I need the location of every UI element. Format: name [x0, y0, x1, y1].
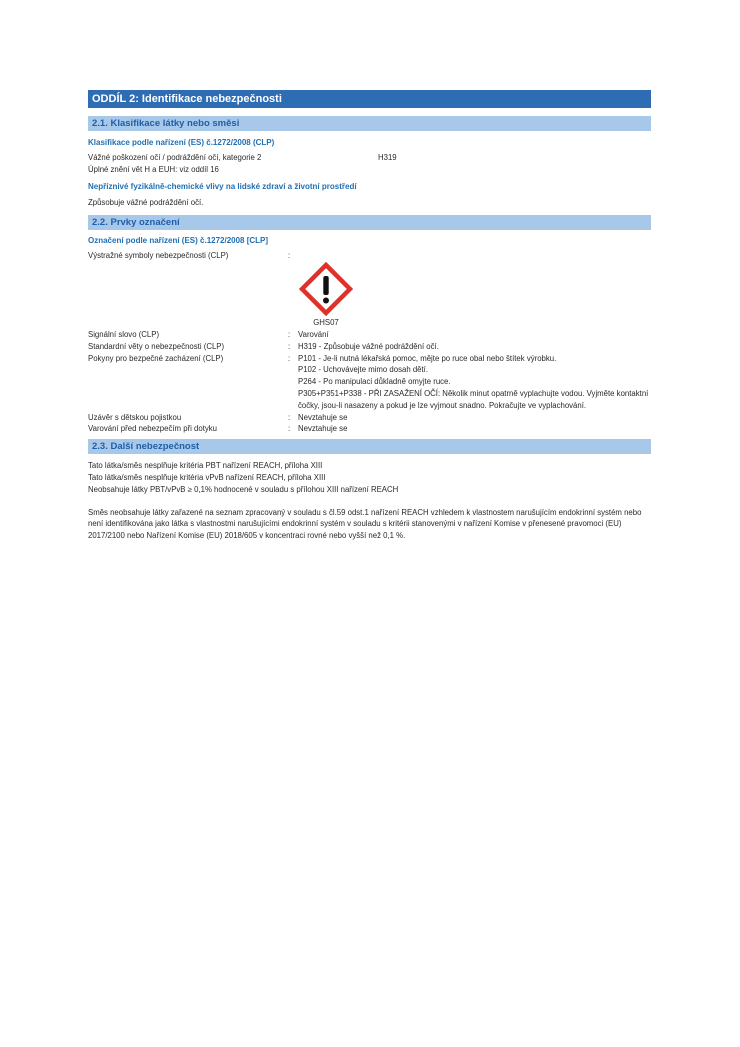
precautionary-statements-label: Pokyny pro bezpečné zacházení (CLP) [88, 353, 224, 363]
precaution-item: P101 - Je-li nutná lékařská pomoc, mějte po ruce obal nebo štítek výrobku. [298, 353, 557, 363]
classification-text: Vážné poškození očí / podráždění očí, kategorie 2 [88, 153, 262, 162]
ghs07-exclamation-icon [296, 262, 356, 316]
full-text-note: Úplné znění vět H a EUH: viz oddíl 16 [88, 164, 219, 174]
colon: : [288, 412, 291, 422]
colon: : [288, 353, 291, 363]
classification-code: H319 [378, 153, 397, 162]
pictograms-row [88, 250, 651, 262]
child-resistant-row [88, 412, 651, 424]
signal-word-row [88, 329, 651, 341]
hazard-statements-row [88, 341, 651, 353]
adverse-effects-title: Nepříznivé fyzikálně-chemické vlivy na lidské zdraví a životní prostředí [88, 181, 357, 191]
pictogram-block [296, 262, 356, 329]
colon: : [288, 341, 291, 351]
adverse-effects-text: Způsobuje vážné podráždění očí. [88, 197, 204, 207]
labelling-subtitle: Označení podle nařízení (ES) č.1272/2008 [CLP] [88, 236, 269, 246]
precaution-item: P305+P351+P338 - PŘI ZASAŽENÍ OČÍ: Několik minut opatrně vyplachujte vodou. Vyjměte kontaktní čočky, jsou-li nasazeny a pokud je lze vyjmout snadno. Pokračujte ve vyplachování. [298, 388, 649, 410]
section-header: ODDÍL 2: Identifikace nebezpečnosti [88, 90, 651, 108]
sds-section-2 [88, 90, 651, 542]
subsection-header-2-1: 2.1. Klasifikace látky nebo směsi [88, 116, 651, 131]
hazard-statements-value: H319 - Způsobuje vážné podráždění očí. [298, 341, 439, 351]
colon: : [288, 251, 291, 261]
precaution-item: P264 - Po manipulaci důkladně omyjte ruce. [298, 377, 451, 387]
subsection-header-2-3: 2.3. Další nebezpečnost [88, 439, 651, 454]
tactile-warning-row [88, 423, 651, 435]
classification-row [88, 152, 651, 164]
tactile-warning-value: Nevztahuje se [298, 424, 348, 434]
endocrine-paragraph: Směs neobsahuje látky zařazené na seznam zpracovaný v souladu s čl.59 odst.1 nařízení REACH vzhledem k vlastnostem narušujícím endokrinní systém nebo není identifikována jako látka s vlastnostmi narušujícími endokrinní systém v souladu s kritérii stanovenými v nařízení Komise v přenesené pravomoci (EU) 2017/2100 nebo Nařízení Komise (EU) 2018/605 v koncentraci rovné nebo vyšší než 0,1 %. [88, 507, 642, 541]
signal-word-label: Signální slovo (CLP) [88, 329, 160, 339]
other-hazard-line: Neobsahuje látky PBT/vPvB ≥ 0,1% hodnocené v souladu s přílohou XIII nařízení REACH [88, 484, 399, 494]
subsection-header-2-2: 2.2. Prvky označení [88, 215, 651, 230]
hazard-statements-label: Standardní věty o nebezpečnosti (CLP) [88, 341, 225, 351]
signal-word-value: Varování [298, 329, 329, 339]
colon: : [288, 424, 291, 434]
other-hazard-line: Tato látka/směs nesplňuje kritéria PBT nařízení REACH, příloha XIII [88, 461, 323, 471]
tactile-warning-label: Varování před nebezpečím při dotyku [88, 424, 218, 434]
pictograms-label: Výstražné symboly nebezpečnosti (CLP) [88, 251, 229, 261]
child-resistant-label: Uzávěr s dětskou pojistkou [88, 412, 182, 422]
colon: : [288, 329, 291, 339]
pictogram-code: GHS07 [313, 318, 339, 328]
classification-subtitle: Klasifikace podle nařízení (ES) č.1272/2008 (CLP) [88, 138, 275, 147]
child-resistant-value: Nevztahuje se [298, 412, 348, 422]
other-hazard-line: Tato látka/směs nesplňuje kritéria vPvB nařízení REACH, příloha XIII [88, 472, 326, 482]
precaution-item: P102 - Uchovávejte mimo dosah dětí. [298, 365, 429, 375]
precautionary-statements-list [298, 353, 651, 412]
precautionary-statements-row [88, 353, 651, 412]
